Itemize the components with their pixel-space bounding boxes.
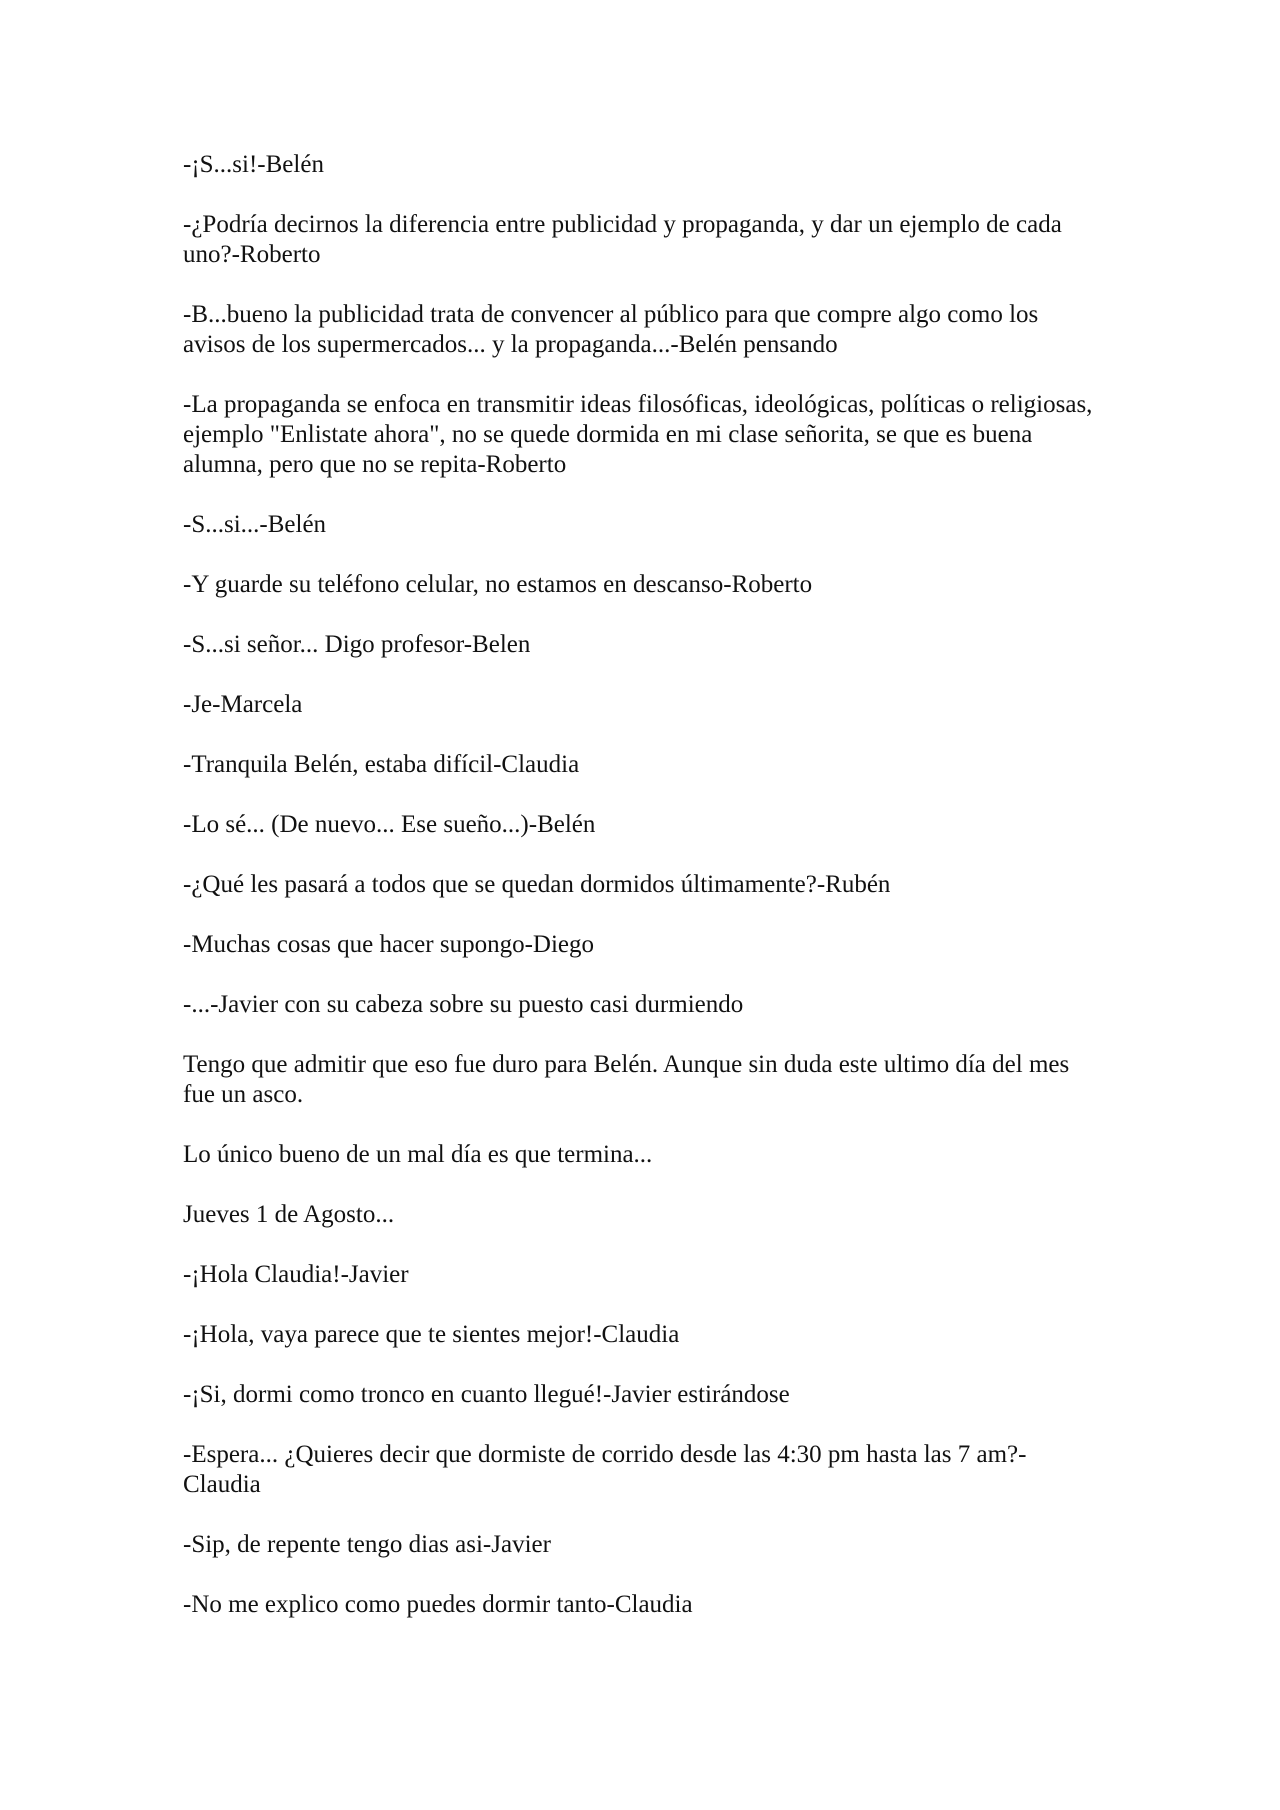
dialogue-line: -B...bueno la publicidad trata de convencer al público para que compre algo como los avisos de los supermercados... y la propaganda...-Belén pensando [183, 301, 1039, 358]
dialogue-line: -Lo sé... (De nuevo... Ese sueño...)-Belén [183, 811, 596, 838]
dialogue-line: -¡Hola Claudia!-Javier [183, 1261, 409, 1288]
dialogue-line: -No me explico como puedes dormir tanto-Claudia [183, 1591, 693, 1618]
dialogue-line: -...-Javier con su cabeza sobre su puesto casi durmiendo [183, 991, 744, 1018]
dialogue-line: -¿Podría decirnos la diferencia entre publicidad y propaganda, y dar un ejemplo de cada uno?-Roberto [183, 211, 1062, 268]
dialogue-line: -Sip, de repente tengo dias asi-Javier [183, 1531, 551, 1558]
document-body [183, 150, 1103, 1650]
dialogue-line: -¡Si, dormi como tronco en cuanto llegué!-Javier estirándose [183, 1381, 790, 1408]
dialogue-line: -Je-Marcela [183, 691, 303, 718]
narration-paragraph: Tengo que admitir que eso fue duro para Belén. Aunque sin duda este ultimo día del mes fue un asco. [183, 1051, 1070, 1108]
dialogue-line: -Y guarde su teléfono celular, no estamos en descanso-Roberto [183, 571, 813, 598]
narration-paragraph: Lo único bueno de un mal día es que termina... [183, 1141, 653, 1168]
dialogue-line: -¿Qué les pasará a todos que se quedan dormidos últimamente?-Rubén [183, 871, 891, 898]
dialogue-line: -La propaganda se enfoca en transmitir ideas filosóficas, ideológicas, políticas o religiosas, ejemplo "Enlistate ahora", no se quede dormida en mi clase señorita, se que es buena alumna, pero que no se repita-Roberto [183, 391, 1093, 478]
dialogue-line: -Muchas cosas que hacer supongo-Diego [183, 931, 594, 958]
dialogue-line: -S...si señor... Digo profesor-Belen [183, 631, 531, 658]
dialogue-line: -S...si...-Belén [183, 511, 327, 538]
dialogue-line: -¡Hola, vaya parece que te sientes mejor!-Claudia [183, 1321, 680, 1348]
dialogue-line: -Espera... ¿Quieres decir que dormiste de corrido desde las 4:30 pm hasta las 7 am?-Claudia [183, 1441, 1027, 1498]
dialogue-line: -¡S...si!-Belén [183, 151, 324, 178]
date-heading: Jueves 1 de Agosto... [183, 1201, 395, 1228]
dialogue-line: -Tranquila Belén, estaba difícil-Claudia [183, 751, 580, 778]
